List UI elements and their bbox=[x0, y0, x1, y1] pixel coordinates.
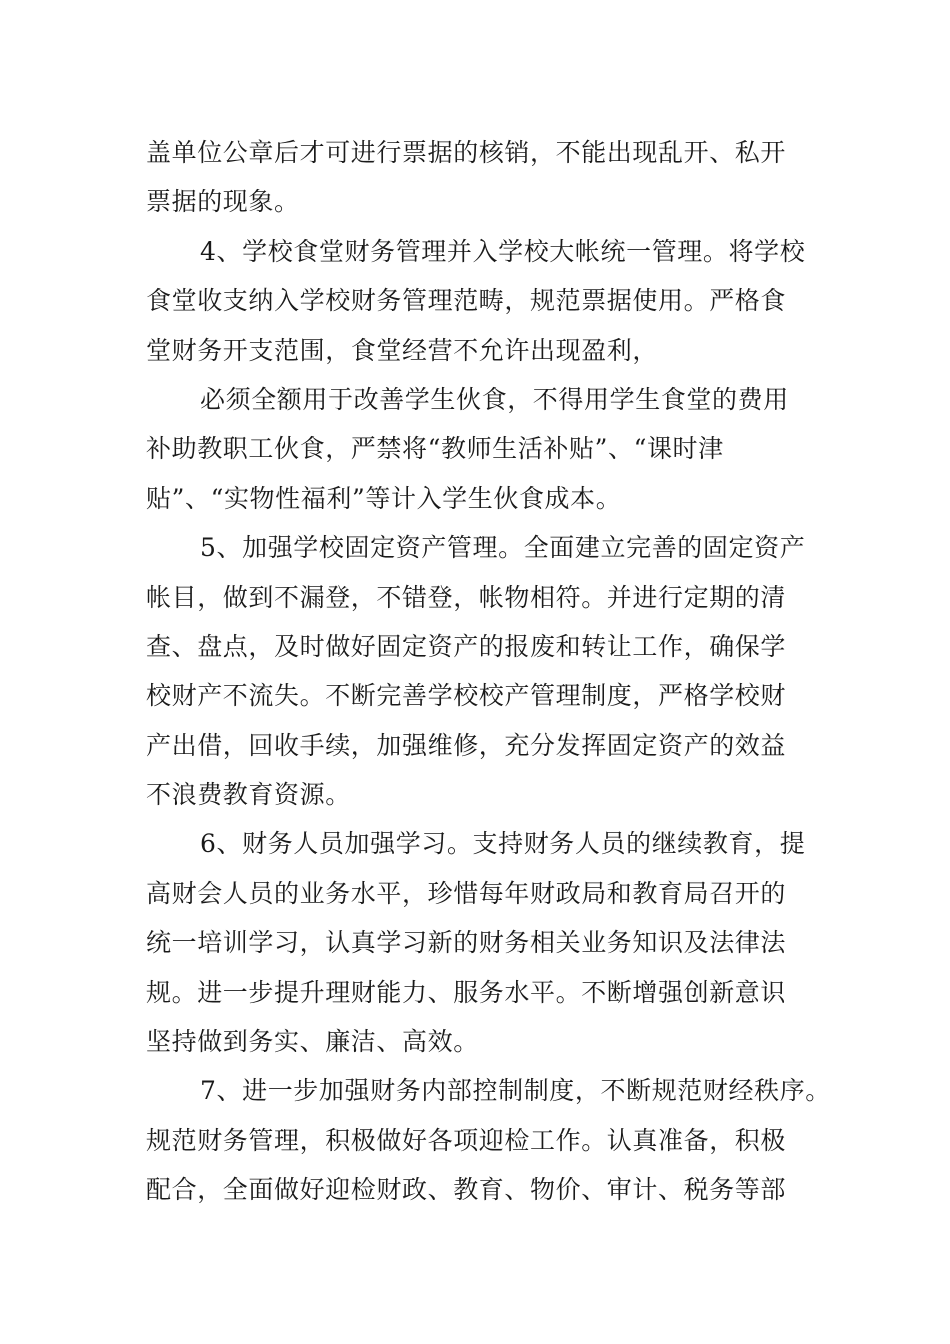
document-body bbox=[146, 128, 831, 1215]
text-line: 帐目，做到不漏登，不错登，帐物相符。并进行定期的清 bbox=[146, 582, 787, 612]
text-line: 贴”、“实物性福利”等计入学生伙食成本。 bbox=[146, 483, 622, 513]
paragraph-start-line: 5、加强学校固定资产管理。全面建立完善的固定资产 bbox=[200, 533, 806, 563]
text-line: 补助教职工伙食，严禁将“教师生活补贴”、“课时津 bbox=[146, 434, 724, 464]
text-line: 不浪费教育资源。 bbox=[146, 780, 351, 810]
text-line: 校财产不流失。不断完善学校校产管理制度，严格学校财 bbox=[146, 681, 787, 711]
text-line: 票据的现象。 bbox=[146, 187, 300, 217]
text-line: 堂财务开支范围，食堂经营不允许出现盈利， bbox=[146, 335, 659, 365]
paragraph-start-line: 7、进一步加强财务内部控制制度，不断规范财经秩序。 bbox=[200, 1076, 831, 1106]
text-line: 配合，全面做好迎检财政、教育、物价、审计、税务等部 bbox=[146, 1175, 787, 1205]
text-line: 规。进一步提升理财能力、服务水平。不断增强创新意识 bbox=[146, 977, 787, 1007]
text-line: 食堂收支纳入学校财务管理范畴，规范票据使用。严格食 bbox=[146, 286, 787, 316]
text-line: 盖单位公章后才可进行票据的核销，不能出现乱开、私开 bbox=[146, 138, 787, 167]
paragraph-start-line: 必须全额用于改善学生伙食，不得用学生食堂的费用 bbox=[200, 384, 789, 414]
text-line: 产出借，回收手续，加强维修，充分发挥固定资产的效益 bbox=[146, 730, 787, 760]
paragraph-start-line: 6、财务人员加强学习。支持财务人员的继续教育，提 bbox=[200, 829, 806, 859]
text-line: 统一培训学习，认真学习新的财务相关业务知识及法律法 bbox=[146, 928, 787, 958]
paragraph-start-line: 4、学校食堂财务管理并入学校大帐统一管理。将学校 bbox=[200, 236, 806, 266]
text-line: 规范财务管理，积极做好各项迎检工作。认真准备，积极 bbox=[146, 1125, 787, 1155]
text-line: 查、盘点，及时做好固定资产的报废和转让工作，确保学 bbox=[146, 631, 787, 661]
text-line: 坚持做到务实、廉洁、高效。 bbox=[146, 1027, 479, 1057]
text-line: 高财会人员的业务水平，珍惜每年财政局和教育局召开的 bbox=[146, 878, 787, 908]
